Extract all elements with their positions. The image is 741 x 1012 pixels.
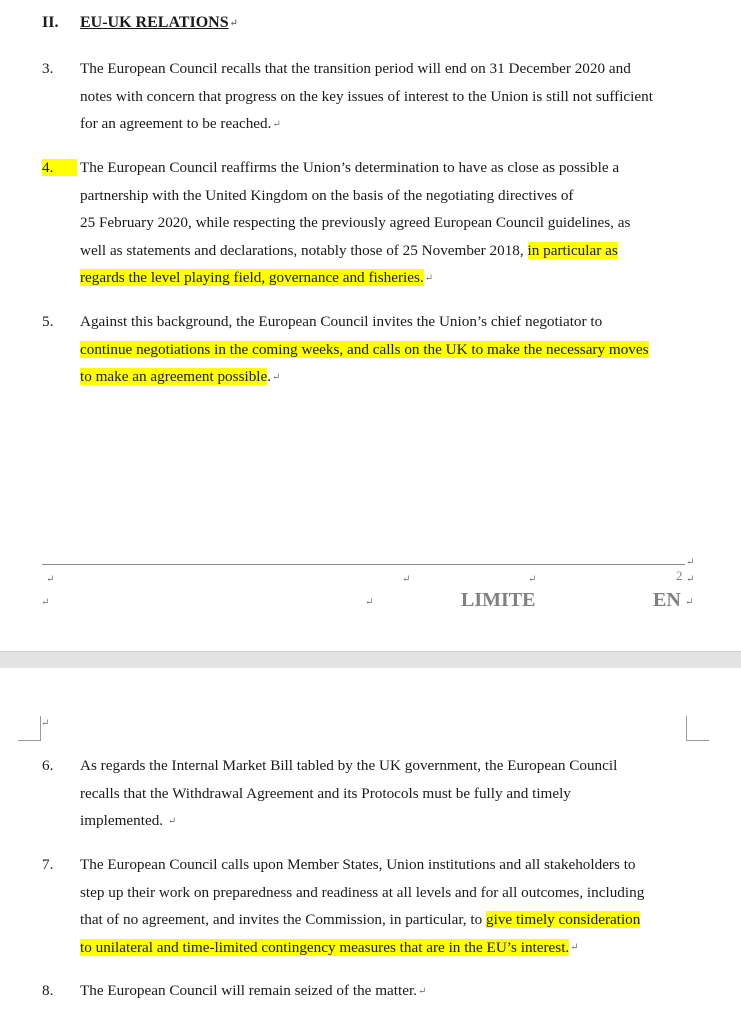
paragraph-mark-icon: ↵ — [272, 118, 281, 130]
paragraph-mark-icon: ↵ — [41, 718, 50, 729]
paragraph-number: 8. — [42, 982, 54, 999]
section-title: EU-UK RELATIONS — [80, 14, 229, 31]
text-line: As regards the Internal Market Bill tabled by the UK government, the European Council — [80, 757, 618, 774]
cell-mark-icon: ↵ — [686, 574, 695, 585]
classification-label: LIMITE — [461, 589, 536, 611]
paragraph-mark-icon: ↵ — [167, 815, 177, 827]
text-line: The European Council reaffirms the Union’s determination to have as close as possible a — [80, 159, 620, 176]
paragraph-text — [80, 55, 702, 138]
paragraph-4[interactable] — [42, 154, 702, 292]
page-gap — [0, 651, 741, 669]
text-line: The European Council calls upon Member States, Union institutions and all stakeholders to — [80, 856, 636, 873]
cell-mark-icon: ↵ — [528, 574, 537, 585]
cell-mark-icon: ↵ — [402, 574, 411, 585]
highlighted-text: to unilateral and time-limited contingency measures that are in the EU’s interest. — [80, 938, 570, 956]
paragraph-number — [42, 154, 80, 182]
text-line: partnership with the United Kingdom on the basis of the negotiating directives of — [80, 186, 574, 204]
paragraph-5[interactable] — [42, 308, 702, 391]
paragraph-mark-icon: ↵ — [570, 942, 579, 954]
margin-corner-mark — [18, 716, 41, 741]
text-line: Against this background, the European Council invites the Union’s chief negotiator to — [80, 313, 603, 330]
section-heading — [42, 14, 238, 32]
language-label: EN — [653, 589, 681, 611]
page-number: 2 — [676, 568, 683, 583]
paragraph-mark-icon: ↵ — [229, 17, 239, 29]
highlighted-text: regards the level playing field, governance and fisheries. — [80, 269, 424, 286]
section-number: II. — [42, 14, 59, 31]
paragraph-mark-icon: ↵ — [417, 985, 427, 997]
paragraph-3[interactable] — [42, 55, 702, 138]
paragraph-text — [80, 154, 702, 292]
text-line: for an agreement to be reached. — [80, 115, 272, 132]
text-line: The European Council recalls that the transition period will end on 31 December 2020 and — [80, 60, 631, 77]
paragraph-number: 5. — [42, 313, 54, 330]
text-line: that of no agreement, and invites the Commission, in particular, to — [80, 911, 486, 928]
paragraph-number: 7. — [42, 856, 54, 873]
cell-mark-icon: ↵ — [365, 597, 374, 608]
highlighted-text: give timely consideration — [486, 911, 641, 928]
margin-corner-mark — [686, 716, 709, 741]
text-line: notes with concern that progress on the key issues of interest to the Union is still not sufficient — [80, 87, 653, 105]
paragraph-8[interactable] — [42, 977, 702, 1005]
paragraph-text — [80, 752, 702, 835]
text-line: implemented. — [80, 812, 167, 829]
highlighted-number: 4. — [42, 159, 77, 176]
paragraph-number: 6. — [42, 757, 54, 774]
paragraph-text — [80, 308, 702, 391]
text-line: The European Council will remain seized of the matter. — [80, 982, 417, 999]
highlighted-text: continue negotiations in the coming weeks, and calls on the UK to make the necessary moves — [80, 340, 649, 358]
highlighted-text: in particular as — [527, 241, 618, 259]
paragraph-mark-icon: ↵ — [272, 371, 281, 383]
text-line: 25 February 2020, while respecting the previously agreed European Council guidelines, as — [80, 214, 631, 231]
highlighted-text: to make an agreement possible — [80, 368, 268, 385]
cell-mark-icon: ↵ — [685, 597, 694, 608]
paragraph-text — [80, 851, 702, 962]
paragraph-number: 3. — [42, 60, 54, 77]
text-line: . — [267, 368, 272, 385]
paragraph-mark-icon: ↵ — [424, 272, 434, 284]
text-line: recalls that the Withdrawal Agreement and its Protocols must be fully and timely — [80, 784, 571, 802]
paragraph-text — [80, 977, 702, 1005]
cell-mark-icon: ↵ — [46, 574, 55, 585]
paragraph-6[interactable] — [42, 752, 702, 835]
text-line: well as statements and declarations, notably those of 25 November 2018, — [80, 241, 528, 259]
paragraph-7[interactable] — [42, 851, 702, 962]
paragraph-mark-icon: ↵ — [686, 557, 695, 568]
cell-mark-icon: ↵ — [41, 597, 50, 608]
footer-separator — [42, 564, 685, 565]
text-line: step up their work on preparedness and readiness at all levels and for all outcomes, including — [80, 883, 645, 901]
